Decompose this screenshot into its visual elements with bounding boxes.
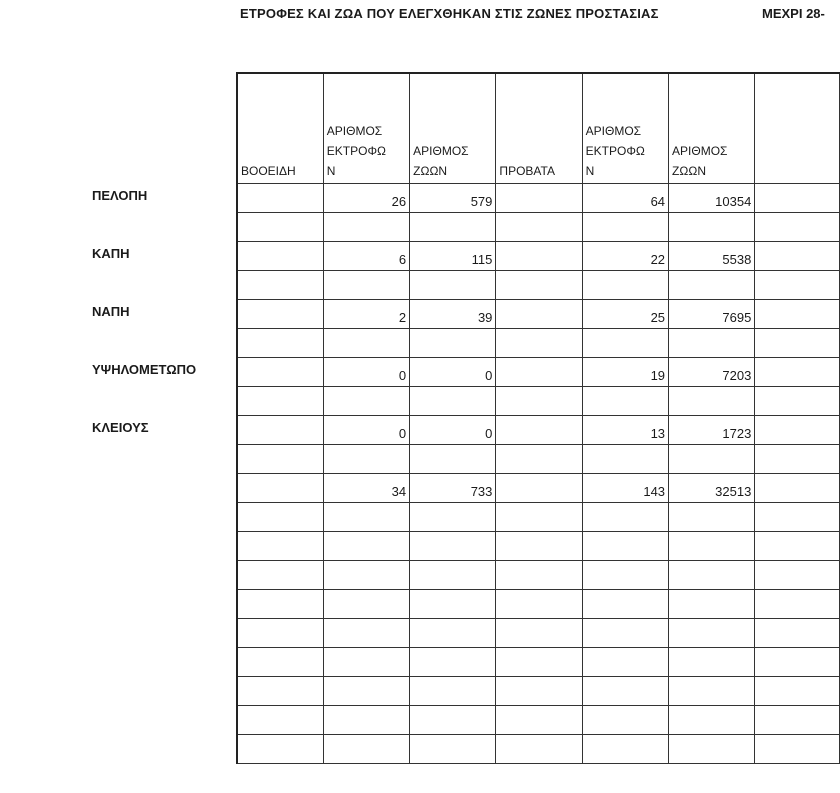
table-cell-extra — [755, 213, 840, 242]
header-cell-sheep-animals — [669, 73, 755, 184]
table-cell-bovine-animals — [410, 735, 496, 764]
table-cell-sheep-farms — [582, 706, 668, 735]
table-cell-sheep — [496, 503, 582, 532]
table-cell-sheep-animals — [669, 619, 755, 648]
table-cell-bovine — [237, 213, 323, 242]
table-cell-sheep — [496, 184, 582, 213]
table-cell-bovine-animals: 0 — [410, 358, 496, 387]
table-cell-bovine — [237, 416, 323, 445]
table-cell-sheep — [496, 387, 582, 416]
table-cell-sheep-animals — [669, 561, 755, 590]
table-cell-bovine-animals — [410, 271, 496, 300]
table-cell-extra — [755, 242, 840, 271]
table-cell-sheep-farms — [582, 619, 668, 648]
table-cell-sheep-animals: 7695 — [669, 300, 755, 329]
table-cell-sheep — [496, 648, 582, 677]
table-cell-bovine — [237, 474, 323, 503]
header-label: ΑΡΙΘΜΟΣ ΖΩΩΝ — [413, 144, 469, 178]
table-cell-bovine-farms — [323, 648, 409, 677]
header-cell-bovine — [237, 73, 323, 184]
region-name: ΠΕΛΟΠΗ — [92, 188, 148, 203]
region-name: ΚΑΠΗ — [92, 246, 130, 261]
spacer-row — [237, 213, 840, 242]
table-cell-sheep-animals — [669, 532, 755, 561]
table-cell-sheep — [496, 445, 582, 474]
table-cell-bovine — [237, 677, 323, 706]
table-cell-bovine-animals — [410, 532, 496, 561]
table-cell-bovine-farms — [323, 387, 409, 416]
table-row — [237, 242, 840, 271]
table-row — [237, 358, 840, 387]
table-cell-sheep — [496, 677, 582, 706]
table-cell-extra — [755, 619, 840, 648]
table-cell-bovine — [237, 590, 323, 619]
table-cell-sheep — [496, 213, 582, 242]
table-cell-sheep-animals — [669, 387, 755, 416]
table-cell-bovine-animals — [410, 213, 496, 242]
table-cell-sheep-animals — [669, 503, 755, 532]
table-cell-sheep-animals: 7203 — [669, 358, 755, 387]
table-row — [237, 184, 840, 213]
table-cell-sheep-animals — [669, 590, 755, 619]
table-cell-sheep-animals — [669, 706, 755, 735]
header-label: ΑΡΙΘΜΟΣ ΖΩΩΝ — [672, 144, 728, 178]
table-cell-sheep-animals — [669, 648, 755, 677]
table-cell-sheep-farms: 143 — [582, 474, 668, 503]
table-cell-bovine-farms — [323, 213, 409, 242]
header-cell-sheep-farms — [582, 73, 668, 184]
header-label: ΒΟΟΕΙΔΗ — [241, 164, 296, 178]
table-cell-bovine — [237, 358, 323, 387]
spacer-row — [237, 271, 840, 300]
table-cell-bovine — [237, 735, 323, 764]
table-cell-sheep-animals — [669, 677, 755, 706]
empty-row — [237, 590, 840, 619]
table-cell-bovine-farms: 0 — [323, 416, 409, 445]
header-label: ΠΡΟΒΑΤΑ — [499, 164, 555, 178]
document-title: ΕΤΡΟΦΕΣ ΚΑΙ ΖΩΑ ΠΟΥ ΕΛΕΓΧΘΗΚΑΝ ΣΤΙΣ ΖΩΝΕΣ ΠΡΟΣΤΑΣΙΑΣ — [240, 6, 659, 21]
table-cell-sheep — [496, 735, 582, 764]
table-cell-sheep — [496, 358, 582, 387]
table-cell-extra — [755, 503, 840, 532]
table-cell-bovine-animals: 115 — [410, 242, 496, 271]
table-cell-sheep — [496, 619, 582, 648]
header-cell-extra — [755, 73, 840, 184]
table-cell-sheep-farms — [582, 213, 668, 242]
table-cell-extra — [755, 387, 840, 416]
table-cell-bovine — [237, 648, 323, 677]
table-cell-extra — [755, 590, 840, 619]
header-row — [237, 73, 840, 184]
table-cell-bovine-animals — [410, 329, 496, 358]
table-cell-bovine-farms — [323, 271, 409, 300]
table-cell-bovine-farms: 34 — [323, 474, 409, 503]
empty-row — [237, 619, 840, 648]
table-cell-sheep-farms — [582, 445, 668, 474]
table-cell-sheep-farms — [582, 329, 668, 358]
table-cell-extra — [755, 358, 840, 387]
table-cell-sheep-farms — [582, 503, 668, 532]
table-cell-bovine-animals: 0 — [410, 416, 496, 445]
spacer-row — [237, 445, 840, 474]
table-cell-sheep-animals: 10354 — [669, 184, 755, 213]
region-name: ΝΑΠΗ — [92, 304, 130, 319]
empty-row — [237, 735, 840, 764]
table-cell-bovine-farms — [323, 735, 409, 764]
table-cell-extra — [755, 474, 840, 503]
table-cell-bovine — [237, 300, 323, 329]
table-cell-bovine-animals: 579 — [410, 184, 496, 213]
table-cell-extra — [755, 706, 840, 735]
table-cell-bovine — [237, 503, 323, 532]
table-cell-sheep-farms — [582, 532, 668, 561]
table-cell-bovine — [237, 619, 323, 648]
table-cell-sheep — [496, 300, 582, 329]
table-cell-bovine-farms: 26 — [323, 184, 409, 213]
table-cell-sheep-farms — [582, 561, 668, 590]
empty-row — [237, 503, 840, 532]
table-cell-bovine-farms — [323, 445, 409, 474]
table-cell-sheep-animals — [669, 271, 755, 300]
table-cell-extra — [755, 445, 840, 474]
table-cell-extra — [755, 648, 840, 677]
header-label: ΑΡΙΘΜΟΣ ΕΚΤΡΟΦΩ Ν — [585, 124, 645, 178]
table-cell-extra — [755, 735, 840, 764]
table-cell-bovine-animals: 39 — [410, 300, 496, 329]
spacer-row — [237, 329, 840, 358]
table-cell-bovine-farms: 6 — [323, 242, 409, 271]
table-cell-extra — [755, 329, 840, 358]
table-cell-extra — [755, 300, 840, 329]
table-cell-bovine-farms — [323, 561, 409, 590]
table-cell-bovine — [237, 445, 323, 474]
table-cell-bovine-animals — [410, 445, 496, 474]
table-cell-sheep — [496, 271, 582, 300]
table-cell-bovine-farms — [323, 532, 409, 561]
table-cell-sheep-animals — [669, 735, 755, 764]
empty-row — [237, 561, 840, 590]
totals-row — [237, 474, 840, 503]
empty-row — [237, 532, 840, 561]
table-cell-sheep-farms — [582, 271, 668, 300]
table-cell-bovine-farms — [323, 706, 409, 735]
region-name: ΥΨΗΛΟΜΕΤΩΠΟ — [92, 362, 197, 377]
table-cell-bovine-farms — [323, 619, 409, 648]
table-cell-bovine — [237, 532, 323, 561]
table-cell-sheep — [496, 590, 582, 619]
empty-row — [237, 677, 840, 706]
header-cell-bovine-animals — [410, 73, 496, 184]
date-header: ΜΕΧΡΙ 28- — [762, 6, 825, 21]
table-cell-bovine-animals — [410, 590, 496, 619]
table-cell-sheep-farms: 64 — [582, 184, 668, 213]
table-cell-bovine — [237, 387, 323, 416]
table-cell-bovine-farms: 0 — [323, 358, 409, 387]
table-cell-bovine-animals — [410, 648, 496, 677]
table-cell-bovine-animals — [410, 561, 496, 590]
table-cell-bovine — [237, 184, 323, 213]
table-cell-bovine — [237, 706, 323, 735]
table-cell-bovine — [237, 329, 323, 358]
table-cell-sheep — [496, 242, 582, 271]
table-cell-sheep — [496, 706, 582, 735]
table-cell-sheep-animals: 1723 — [669, 416, 755, 445]
table-cell-sheep-farms: 13 — [582, 416, 668, 445]
header-cell-sheep — [496, 73, 582, 184]
table-cell-bovine — [237, 271, 323, 300]
table-cell-sheep-animals: 5538 — [669, 242, 755, 271]
table-cell-bovine-farms — [323, 329, 409, 358]
table-cell-bovine-farms — [323, 677, 409, 706]
table-cell-sheep-farms — [582, 648, 668, 677]
table-cell-bovine-farms — [323, 590, 409, 619]
table-cell-sheep-animals: 32513 — [669, 474, 755, 503]
table-cell-sheep-farms — [582, 677, 668, 706]
table-cell-bovine — [237, 242, 323, 271]
table-cell-extra — [755, 271, 840, 300]
table-row — [237, 300, 840, 329]
table-cell-bovine-animals — [410, 706, 496, 735]
empty-row — [237, 706, 840, 735]
table-cell-extra — [755, 561, 840, 590]
table-cell-sheep-farms — [582, 735, 668, 764]
table-cell-sheep-farms: 25 — [582, 300, 668, 329]
table-cell-bovine-farms: 2 — [323, 300, 409, 329]
table-cell-bovine-animals: 733 — [410, 474, 496, 503]
table-row — [237, 416, 840, 445]
table-cell-bovine-animals — [410, 677, 496, 706]
table-cell-sheep-farms: 19 — [582, 358, 668, 387]
table-cell-bovine-animals — [410, 619, 496, 648]
table-cell-extra — [755, 677, 840, 706]
table-cell-sheep-farms — [582, 387, 668, 416]
table-cell-sheep — [496, 329, 582, 358]
region-name: ΚΛΕΙΟΥΣ — [92, 420, 149, 435]
header-cell-bovine-farms — [323, 73, 409, 184]
table-cell-sheep — [496, 561, 582, 590]
spacer-row — [237, 387, 840, 416]
table-cell-bovine-animals — [410, 503, 496, 532]
table-cell-bovine-farms — [323, 503, 409, 532]
table-cell-sheep-farms — [582, 590, 668, 619]
table-cell-extra — [755, 532, 840, 561]
table-cell-sheep — [496, 474, 582, 503]
table-cell-sheep-animals — [669, 213, 755, 242]
table-cell-sheep-animals — [669, 329, 755, 358]
header-label: ΑΡΙΘΜΟΣ ΕΚΤΡΟΦΩ Ν — [326, 124, 386, 178]
table-cell-bovine-animals — [410, 387, 496, 416]
table-cell-sheep — [496, 532, 582, 561]
table-cell-sheep-farms: 22 — [582, 242, 668, 271]
table-cell-extra — [755, 416, 840, 445]
table-cell-sheep — [496, 416, 582, 445]
table-cell-sheep-animals — [669, 445, 755, 474]
table-cell-extra — [755, 184, 840, 213]
table-cell-bovine — [237, 561, 323, 590]
livestock-table — [236, 72, 840, 764]
empty-row — [237, 648, 840, 677]
